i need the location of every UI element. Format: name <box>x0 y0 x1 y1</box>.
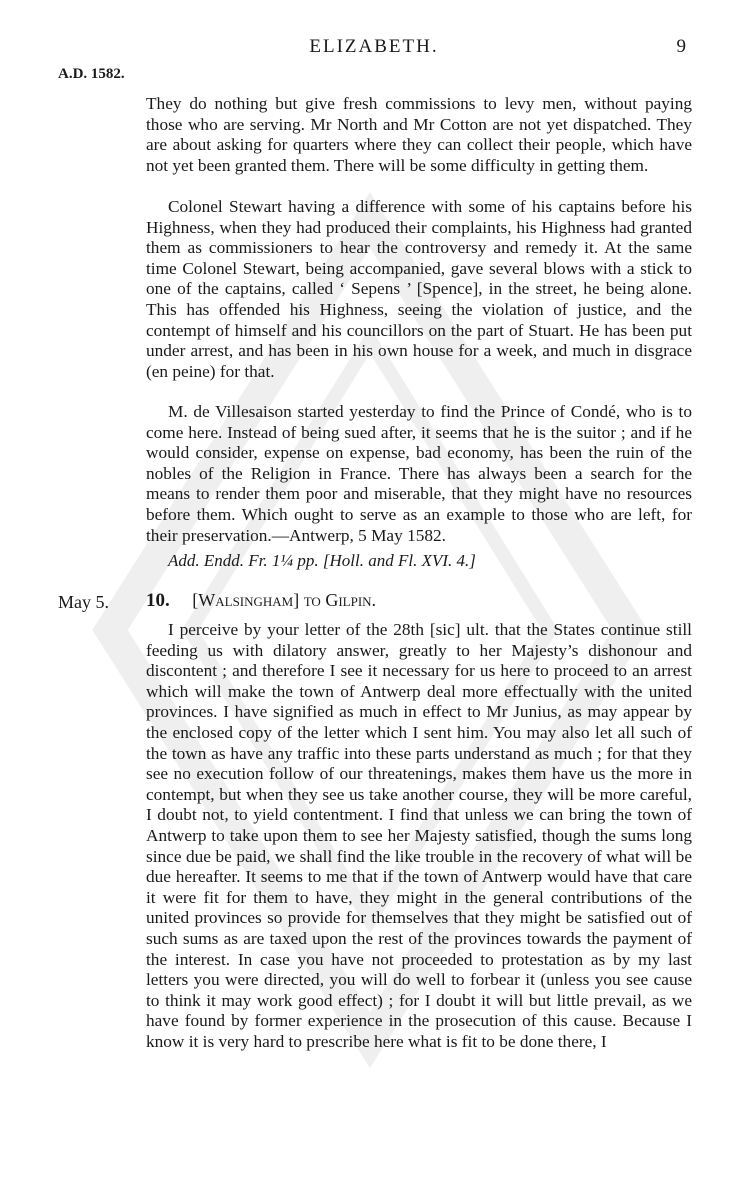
entry-heading <box>146 590 376 612</box>
margin-year: A.D. 1582. <box>58 66 125 82</box>
paragraph-2: Colonel Stewart having a difference with some of his captains before his Highness, when they had produced their complaints, his Highness had granted them as commissioners to hear the controversy and remedy it. At the same time Colonel Stewart, being accompanied, gave several blows with a stick to one of the captains, called ‘ Sepens ’ [Spence], in the street, he being alone. This has offended his Highness, seeing the violation of justice, and the contempt of himself and his councillors on the part of Stuart. He has been put under arrest, and has been in his own house for a week, and much in disgrace (en peine) for that. <box>146 197 692 381</box>
paragraph-3: M. de Villesaison started yesterday to find the Prince of Condé, who is to come here. Instead of being sued after, it seems that he is the suitor ; and if he would consider, expense on expense, bad economy, has been the ruin of the nobles of the Religion in France. There has always been a search for the means to render them poor and miserable, that they might have no resources before them. Which ought to serve as an example to those who are left, for their preservation.—Antwerp, 5 May 1582. <box>146 402 692 545</box>
endorsement-note: Add. Endd. Fr. 1¼ pp. [Holl. and Fl. XVI. 4.] <box>168 551 476 570</box>
entry-number: 10. <box>146 590 170 611</box>
running-header-title: ELIZABETH. <box>309 36 439 57</box>
paragraph-1: They do nothing but give fresh commissions to levy men, without paying those who are serving. Mr North and Mr Cotton are not yet dispatched. They are about asking for quarters where they can collect their people, which have not yet been granted them. There will be some difficulty in getting them. <box>146 94 692 175</box>
page-number: 9 <box>676 36 686 57</box>
entry-body: I perceive by your letter of the 28th [sic] ult. that the States continue still feeding us with dilatory answer, greatly to her Majesty’s dishonour and discontent ; and therefore I see it necessary for us here to proceed to an arrest which will make the town of Antwerp deal more effectually with the united provinces. I have signified as much in effect to Mr Junius, as may appear by the enclosed copy of the letter which I sent him. You may also let all such of the town as have any traffic into these parts understand as much ; for that they see no execution follow of our threatenings, makes them have us the more in contempt, but when they see us take another course, they will be more careful, I doubt not, to yield contentment. I find that unless we can bring the town of Antwerp to take upon them to see her Majesty satisfied, though the sums long since due be paid, we shall find the like trouble in the recovery of what will be due hereafter. It seems to me that if the town of Antwerp would have that care it were fit for them to have, they might in the general contributions of the united provinces so provide for themselves that they might be satisfied out of such sums as are taxed upon the rest of the provinces towards the payment of the interest. In case you have not proceeded to protestation as by my last letters you were directed, you will do well to forbear it (unless you see cause to think it may work good effect) ; for I doubt it will but little prevail, as we have found by former experience in the prosecution of this cause. Because I know it is very hard to prescribe here what is fit to be done there, I <box>146 620 692 1051</box>
entry-title: [Walsingham] to Gilpin. <box>192 590 377 610</box>
margin-entry-date: May 5. <box>58 592 109 612</box>
